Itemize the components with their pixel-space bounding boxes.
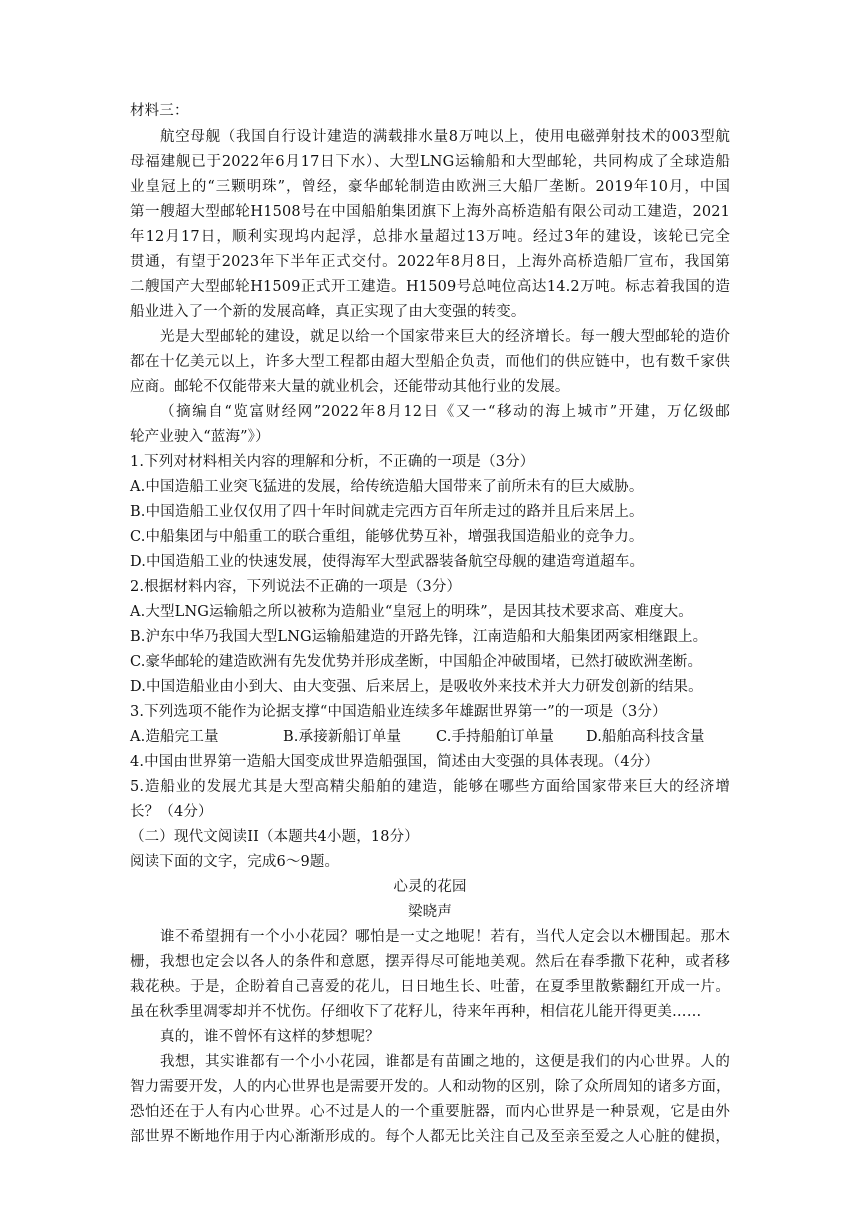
paragraph-line: 恐怕还在于人有内心世界。心不过是人的一个重要脏器，而内心世界是一种景观，它是由外 (130, 1104, 730, 1120)
paragraph-line: 虽在秋季里凋零却并不忧伤。仔细收下了花籽儿，待来年再种，相信花儿能开得更美…… (130, 1004, 702, 1020)
paragraph-line: 栅，我想也定会以各人的条件和意愿，摆弄得尽可能地美观。然后在春季撒下花种，或者移 (130, 954, 730, 970)
section-instruction: 阅读下面的文字，完成6～9题。 (130, 854, 340, 870)
paragraph-line: 我想，其实谁都有一个小小花园，谁都是有苗圃之地的，这便是我们的内心世界。人的 (160, 1054, 730, 1070)
option-a: A.大型LNG运输船之所以被称为造船业“皇冠上的明珠”，是因其技术要求高、难度大。 (130, 604, 693, 620)
paragraph-line: 母福建舰已于2022年6月17日下水）、大型LNG运输船和大型邮轮，共同构成了全球造船 (130, 154, 730, 170)
option-a: A.中国造船工业突飞猛进的发展，给传统造船大国带来了前所未有的巨大威胁。 (130, 479, 644, 495)
paragraph-line: 智力需要开发，人的内心世界也是需要开发的。人和动物的区别，除了众所周知的诸多方面， (130, 1079, 731, 1095)
paragraph-line: 都在十亿美元以上，许多大型工程都由超大型船企负责，而他们的供应链中，也有数千家供 (130, 354, 730, 370)
material-heading: 材料三： (130, 103, 189, 119)
option-c: C.中船集团与中船重工的联合重组，能够优势互补，增强我国造船业的竞争力。 (130, 529, 644, 545)
essay-title: 心灵的花园 (393, 879, 467, 895)
question-3: 3.下列选项不能作为论据支撑“中国造船业连续多年雄踞世界第一”的一项是（3分） (130, 704, 667, 720)
source-citation: （摘编自“览富财经网”2022年8月12日《又一“移动的海上城市”开建，万亿级邮 (160, 404, 730, 420)
paragraph-line: 谁不希望拥有一个小小花园？哪怕是一丈之地呢！若有，当代人定会以木栅围起。那木 (160, 929, 730, 945)
paragraph-line: 光是大型邮轮的建设，就足以给一个国家带来巨大的经济增长。每一艘大型邮轮的造价 (160, 329, 730, 345)
paragraph-line: 栽花秧。于是，企盼着自己喜爱的花儿，日日地生长、吐蕾，在夏季里散紫翻红开成一片。 (130, 979, 730, 995)
option-c: C.豪华邮轮的建造欧洲有先发优势并形成垄断，中国船企冲破围堵，已然打破欧洲垄断。 (130, 654, 703, 670)
paragraph-line: 贯通，有望于2023年下半年正式交付。2022年8月8日，上海外高桥造船厂宣布，我国第 (130, 254, 730, 270)
option-c: C.手持船舶订单量 (436, 729, 555, 745)
essay-author: 梁晓声 (408, 904, 452, 920)
option-d: D.中国造船工业的快速发展，使得海军大型武器装备航空母舰的建造弯道超车。 (130, 554, 645, 570)
paragraph-line: 业皇冠上的“三颗明珠”，曾经，豪华邮轮制造由欧洲三大船厂垄断。2019年10月，中国 (130, 179, 730, 195)
paragraph-line: 船业进入了一个新的发展高峰，真正实现了由大变强的转变。 (130, 304, 526, 320)
paragraph-line: 二艘国产大型邮轮H1509正式开工建造。H1509号总吨位高达14.2万吨。标志着我国的造 (130, 279, 730, 295)
paragraph-line: 真的，谁不曾怀有这样的梦想呢？ (160, 1029, 380, 1045)
paragraph-line: 航空母舰（我国自行设计建造的满载排水量8万吨以上，使用电磁弹射技术的003型航 (160, 129, 730, 145)
question-2: 2.根据材料内容，下列说法不正确的一项是（3分） (130, 579, 462, 595)
section-heading: （二）现代文阅读II（本题共4小题，18分） (130, 829, 419, 845)
option-b: B.承接新船订单量 (283, 729, 402, 745)
paragraph-line: 第一艘超大型邮轮H1508号在中国船舶集团旗下上海外高桥造船有限公司动工建造，2021 (130, 204, 730, 220)
paragraph-line: 应商。邮轮不仅能带来大量的就业机会，还能带动其他行业的发展。 (130, 379, 570, 395)
question-1: 1.下列对材料相关内容的理解和分析，不正确的一项是（3分） (130, 454, 535, 470)
source-citation: 轮产业驶入“蓝海”》） (130, 429, 270, 445)
option-d: D.中国造船业由小到大、由大变强、后来居上，是吸收外来技术并大力研发创新的结果。 (130, 679, 703, 695)
paragraph-line: 部世界不断地作用于内心渐渐形成的。每个人都无比关注自己及至亲至爱之人心脏的健损， (130, 1129, 730, 1145)
option-b: B.中国造船工业仅仅用了四十年时间就走完西方百年所走过的路并且后来居上。 (130, 504, 644, 520)
option-d: D.船舶高科技含量 (586, 729, 705, 745)
question-4: 4.中国由世界第一造船大国变成世界造船强国，简述由大变强的具体表现。（4分） (130, 754, 660, 770)
question-5: 5.造船业的发展尤其是大型高精尖船舶的建造，能够在哪些方面给国家带来巨大的经济增 (130, 779, 730, 795)
paragraph-line: 年12月17日，顺利实现坞内起浮，总排水量超过13万吨。经过3年的建设，该轮已完全 (130, 229, 730, 245)
option-a: A.造船完工量 (130, 729, 219, 745)
question-5: 长？（4分） (130, 804, 213, 820)
option-b: B.沪东中华乃我国大型LNG运输船建造的开路先锋，江南造船和大船集团两家相继跟上。 (130, 629, 708, 645)
